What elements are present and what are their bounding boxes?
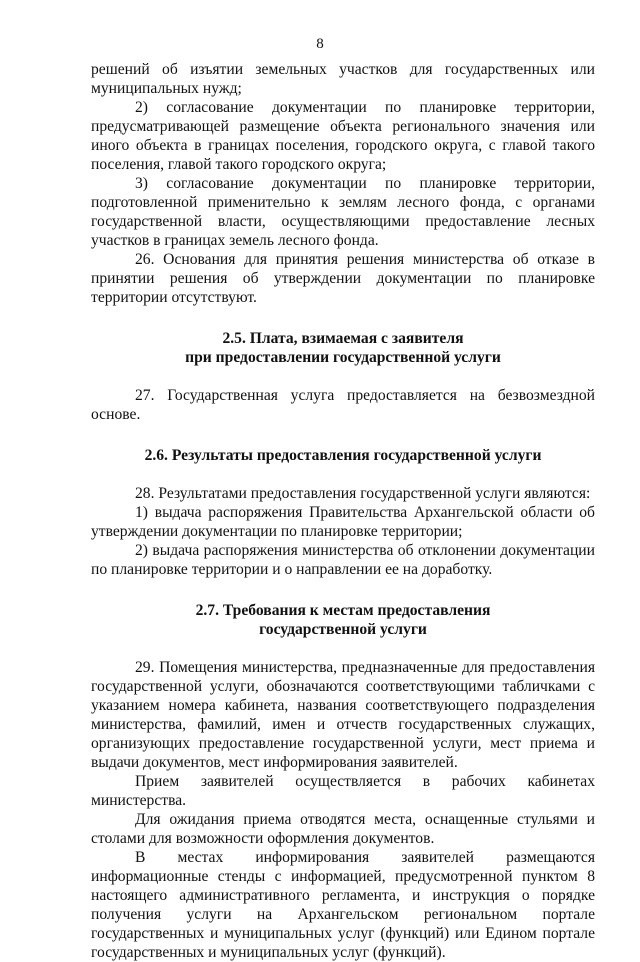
section-heading-2-7-line2: государственной услуги: [259, 621, 427, 638]
document-body: [91, 60, 595, 962]
paragraph-info-stands: В местах информирования заявителей размещаются информационные стенды с информацией, предусмотренной пунктом 8 настоящего административного регламента, и инструкция о порядке получения услуги на Архангельском региональном портале государственных и муниципальных услуг (функций) или Едином портале государственных и муниципальных услуг (функций).: [91, 849, 595, 961]
section-heading-2-5-line1: 2.5. Плата, взимаемая с заявителя: [222, 330, 464, 347]
paragraph-item-2: 2) согласование документации по планировке территории, предусматривающей размещение объекта регионального значения или иного объекта в границах поселения, городского округа, с главой такого поселения, главой такого городского округа;: [91, 99, 595, 173]
paragraph-item-3: 3) согласование документации по планировке территории, подготовленной применительно к землям лесного фонда, с органами государственной власти, осуществляющими предоставление лесных участков в границах земель лесного фонда.: [91, 175, 595, 249]
page-number: 8: [316, 36, 324, 52]
paragraph-27: 27. Государственная услуга предоставляется на безвозмездной основе.: [91, 387, 595, 423]
section-heading-2-7-line1: 2.7. Требования к местам предоставления: [195, 602, 491, 619]
paragraph-28-item-1: 1) выдача распоряжения Правительства Архангельской области об утверждении документации по планировке территории;: [91, 504, 595, 540]
section-heading-2-7: [91, 601, 595, 639]
paragraph-reception: Прием заявителей осуществляется в рабочих кабинетах министерства.: [91, 773, 595, 809]
paragraph-28-item-2: 2) выдача распоряжения министерства об отклонении документации по планировке территории и о направлении ее на доработку.: [91, 542, 595, 578]
section-heading-2-6: 2.6. Результаты предоставления государственной услуги: [144, 447, 542, 464]
paragraph-26: 26. Основания для принятия решения министерства об отказе в принятии решения об утверждении документации по планировке территории отсутствуют.: [91, 251, 595, 306]
section-heading-2-5-line2: при предоставлении государственной услуги: [185, 349, 501, 366]
paragraph-continuation: решений об изъятии земельных участков для государственных или муниципальных нужд;: [91, 61, 595, 97]
paragraph-29: 29. Помещения министерства, предназначенные для предоставления государственной услуги, обозначаются соответствующими табличками с указанием номера кабинета, названия соответствующего подразделения министерства, фамилий, имен и отчеств государственных служащих, организующих предоставление государственной услуги, мест приема и выдачи документов, мест информирования заявителей.: [91, 659, 595, 771]
section-heading-2-5: [91, 329, 595, 367]
paragraph-28: 28. Результатами предоставления государственной услуги являются:: [135, 485, 591, 502]
paragraph-waiting: Для ожидания приема отводятся места, оснащенные стульями и столами для возможности оформления документов.: [91, 811, 595, 847]
